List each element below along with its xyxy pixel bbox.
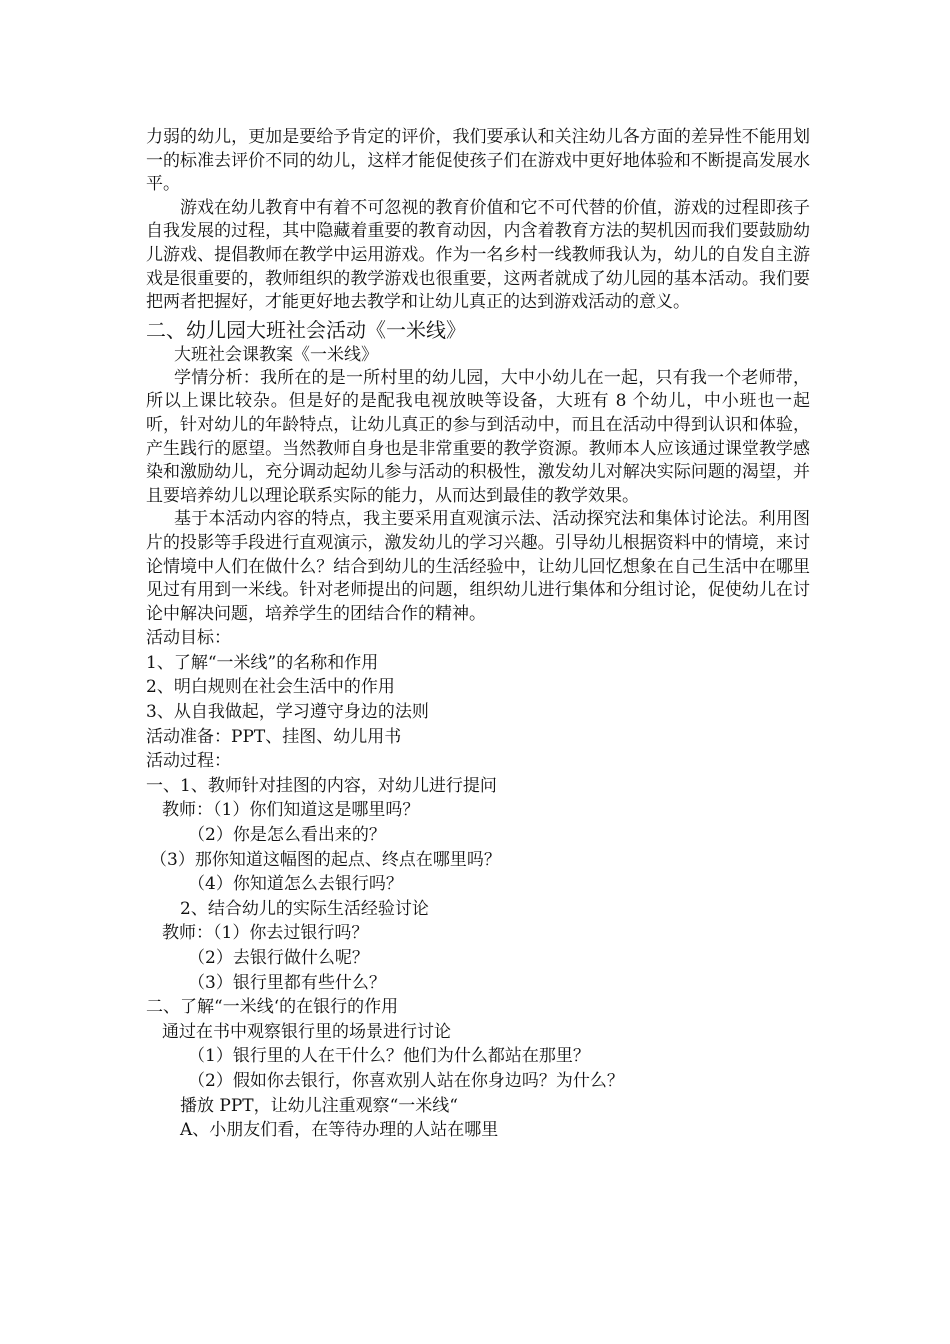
question-line: （2）假如你去银行，你喜欢别人站在你身边吗？为什么？ [188,1070,624,1091]
process-step: 通过在书中观察银行里的场景进行讨论 [162,1021,451,1042]
question-line: （1）银行里的人在干什么？他们为什么都站在那里？ [188,1046,590,1067]
question-line: （3）银行里都有些什么？ [188,972,386,993]
goal-item: 3、从自我做起，学习遵守身边的法则 [146,702,429,723]
question-line: 教师：（1）你们知道这是哪里吗？ [162,800,420,821]
process-title: 活动过程： [146,751,231,772]
goal-item: 1、了解“一米线”的名称和作用 [146,652,379,673]
question-line: 教师：（1）你去过银行吗？ [162,923,369,944]
question-line: （2）去银行做什么呢？ [188,948,369,968]
paragraph-evaluation: 力弱的幼儿，更加是要给予肯定的评价，我们要承认和关注幼儿各方面的差异性不能用划一的标准去评价不同的幼儿，这样才能促使孩子们在游戏中更好地体验和不断提高发展水平。 [146,127,810,195]
question-line: （3）那你知道这幅图的起点、终点在哪里吗？ [150,849,501,870]
goals-title: 活动目标： [146,628,231,649]
question-line: （4）你知道怎么去银行吗？ [188,874,403,895]
process-step: 一、1、教师针对挂图的内容，对幼儿进行提问 [146,775,497,796]
instruction-line: 播放 PPT，让幼儿注重观察“一米线“ [180,1095,459,1116]
process-step: 二、了解“一米线‘的在银行的作用 [146,997,399,1018]
question-line: （2）你是怎么看出来的？ [188,825,386,846]
document-body [146,126,810,1143]
preparation-line: 活动准备：PPT、挂图、幼儿用书 [146,726,402,747]
section-heading: 二、幼儿园大班社会活动《一米线》 [146,317,466,342]
paragraph-methods: 基于本活动内容的特点，我主要采用直观演示法、活动探究法和集体讨论法。利用图片的投影等手段进行直观演示，激发幼儿的学习兴趣。引导幼儿根据资料中的情境，来讨论情境中人们在做什么？结合到幼儿的生活经验中，让幼儿回忆想象在自己生活中在哪里见过有用到一米线。针对老师提出的问题，组织幼儿进行集体和分组讨论，促使幼儿在讨论中解决问题，培养学生的团结合作的精神。 [146,509,810,624]
goal-item: 2、明白规则在社会生活中的作用 [146,677,395,698]
paragraph-analysis: 学情分析：我所在的是一所村里的幼儿园，大中小幼儿在一起，只有我一个老师带，所以上课比较杂。但是好的是配我电视放映等设备，大班有 8 个幼儿，中小班也一起听，针对幼儿的年龄特点，让幼儿真正的参与到活动中，而且在活动中得到认识和体验，产生践行的愿望。当然教师自身也是非常重要的教学资源。教师本人应该通过课堂教学感染和激励幼儿，充分调动起幼儿参与活动的积极性，激发幼儿对解决实际问题的渴望，并且要培养幼儿以理论联系实际的能力，从而达到最佳的教学效果。 [146,367,810,506]
process-step: 2、结合幼儿的实际生活经验讨论 [180,898,429,919]
instruction-line: A、小朋友们看，在等待办理的人站在哪里 [180,1120,499,1141]
paragraph-game-value: 游戏在幼儿教育中有着不可忽视的教育价值和它不可代替的价值，游戏的过程即孩子自我发展的过程，其中隐藏着重要的教育动因，内含着教育方法的契机因而我们要鼓励幼儿游戏、提倡教师在教学中运用游戏。作为一名乡村一线教师我认为，幼儿的自发自主游戏是很重要的，教师组织的教学游戏也很重要，这两者就成了幼儿园的基本活动。我们要把两者把握好，才能更好地去教学和让幼儿真正的达到游戏活动的意义。 [146,197,810,313]
lesson-subtitle: 大班社会课教案《一米线》 [174,344,378,365]
